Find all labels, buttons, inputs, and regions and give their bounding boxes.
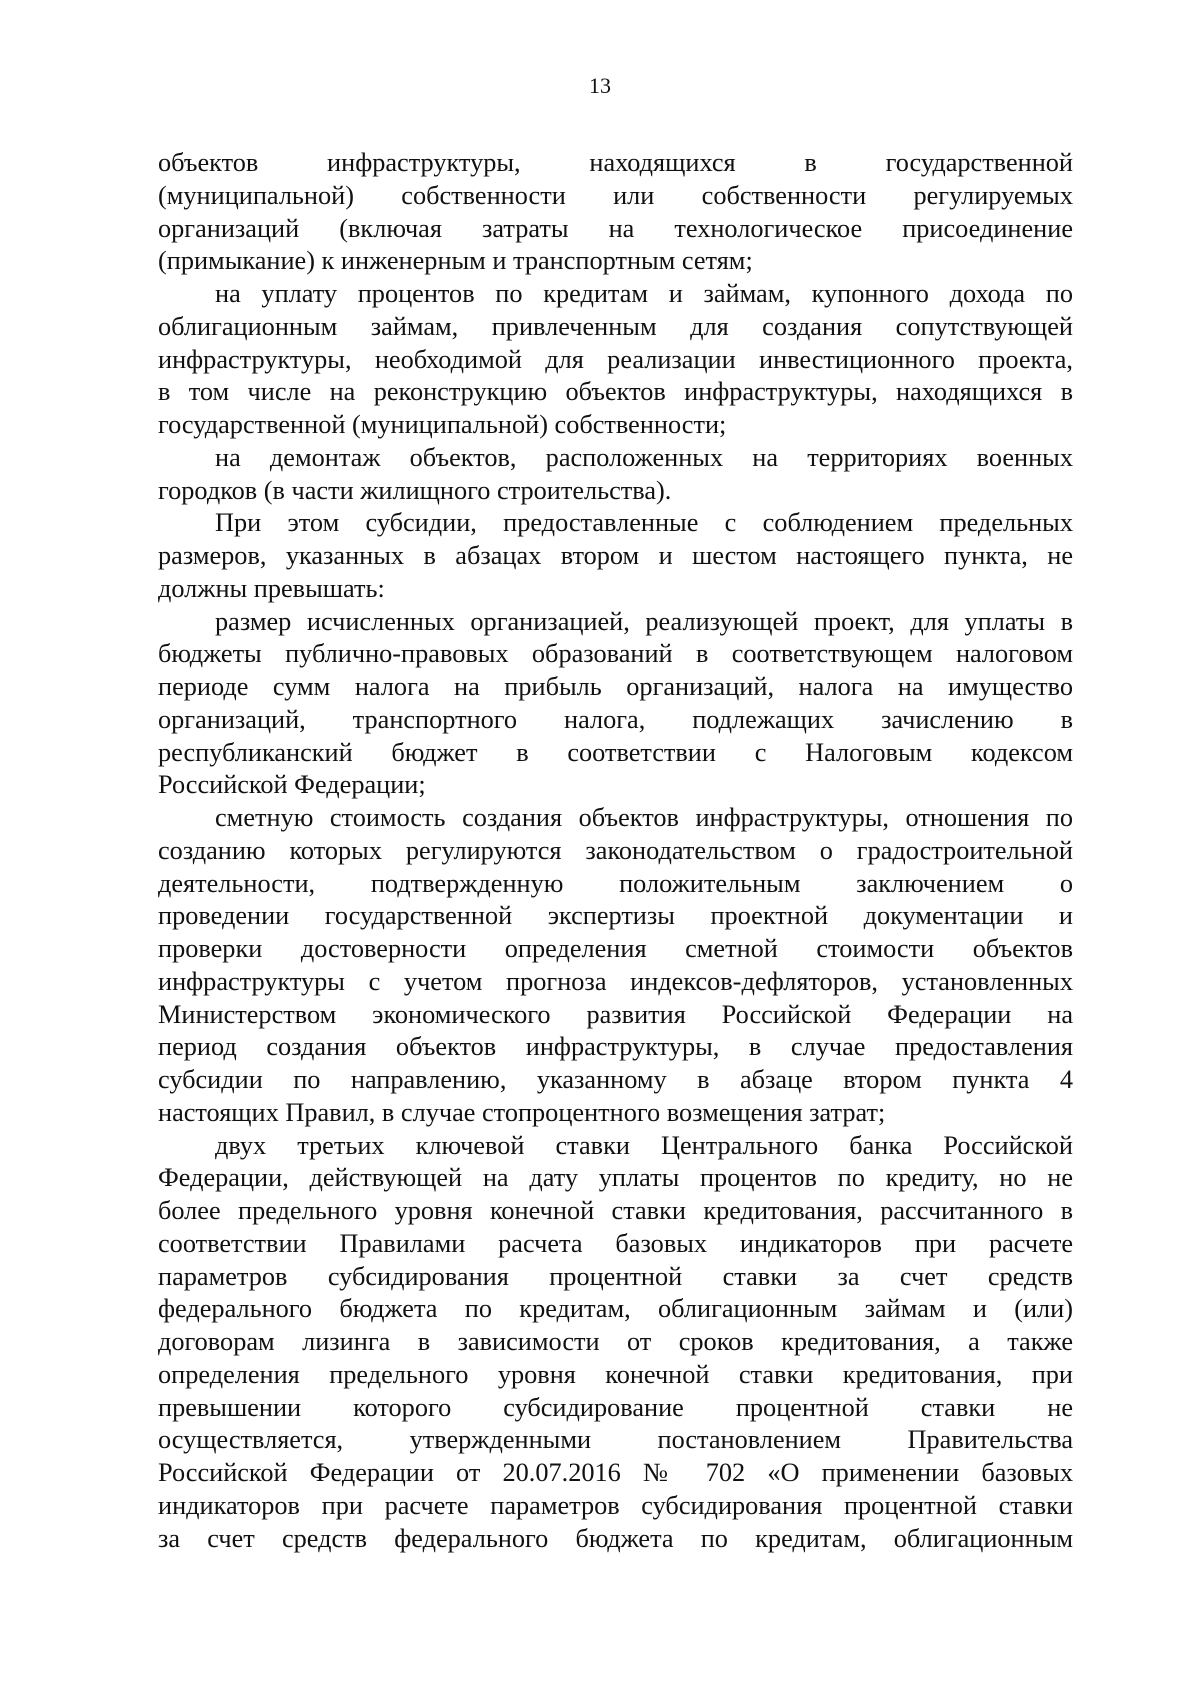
paragraph bbox=[158, 147, 1073, 278]
text-line: инфраструктуры с учетом прогноза индексов-дефляторов, установленных bbox=[158, 966, 1073, 996]
text-line: организаций, транспортного налога, подлежащих зачислению в bbox=[158, 704, 1073, 734]
paragraph bbox=[158, 1130, 1073, 1556]
text-line: проведении государственной экспертизы проектной документации и bbox=[158, 901, 1073, 931]
text-line: организаций (включая затраты на технологическое присоединение bbox=[158, 213, 1073, 243]
text-line: настоящих Правил, в случае стопроцентного возмещения затрат; bbox=[158, 1097, 886, 1127]
text-line: двух третьих ключевой ставки Центрального банка Российской bbox=[215, 1130, 1073, 1160]
text-line: субсидии по направлению, указанному в абзаце втором пункта 4 bbox=[158, 1065, 1073, 1094]
text-line: размер исчисленных организацией, реализующей проект, для уплаты в bbox=[215, 606, 1073, 636]
text-line: на демонтаж объектов, расположенных на территориях военных bbox=[215, 442, 1073, 472]
text-line: облигационным займам, привлеченным для создания сопутствующей bbox=[158, 311, 1073, 341]
text-line: параметров субсидирования процентной ставки за счет средств bbox=[158, 1261, 1073, 1291]
text-line: инфраструктуры, необходимой для реализации инвестиционного проекта, bbox=[158, 344, 1073, 374]
text-line: Федерации, действующей на дату уплаты процентов по кредиту, но не bbox=[158, 1163, 1073, 1193]
text-line: (примыкание) к инженерным и транспортным сетям; bbox=[158, 246, 753, 276]
text-line: государственной (муниципальной) собственности; bbox=[158, 410, 727, 439]
text-line: индикаторов при расчете параметров субсидирования процентной ставки bbox=[158, 1490, 1073, 1520]
text-line: превышении которого субсидирование процентной ставки не bbox=[158, 1392, 1073, 1422]
text-line: объектов инфраструктуры, находящихся в государственной bbox=[158, 148, 1073, 177]
text-line: республиканский бюджет в соответствии с Налоговым кодексом bbox=[158, 737, 1073, 767]
text-line: в том числе на реконструкцию объектов инфраструктуры, находящихся в bbox=[158, 377, 1073, 407]
paragraph bbox=[158, 802, 1073, 1130]
text-line: деятельности, подтвержденную положительным заключением о bbox=[158, 868, 1073, 898]
text-line: При этом субсидии, предоставленные с соблюдением предельных bbox=[215, 508, 1073, 538]
text-line: период создания объектов инфраструктуры, в случае предоставления bbox=[158, 1032, 1073, 1062]
text-line: размеров, указанных в абзацах втором и шестом настоящего пункта, не bbox=[158, 541, 1073, 570]
text-line: городков (в части жилищного строительства). bbox=[158, 475, 672, 505]
text-line: бюджеты публично-правовых образований в соответствующем налоговом bbox=[158, 639, 1073, 669]
text-line: Российской Федерации; bbox=[158, 770, 426, 800]
text-line: сметную стоимость создания объектов инфраструктуры, отношения по bbox=[215, 803, 1073, 832]
text-line: созданию которых регулируются законодательством о градостроительной bbox=[158, 835, 1073, 865]
paragraph bbox=[158, 606, 1073, 803]
text-line: за счет средств федерального бюджета по кредитам, облигационным bbox=[158, 1523, 1073, 1553]
text-line: должны превышать: bbox=[158, 573, 385, 603]
text-line: проверки достоверности определения сметной стоимости объектов bbox=[158, 934, 1073, 963]
text-line: определения предельного уровня конечной ставки кредитования, при bbox=[158, 1359, 1073, 1389]
text-line: соответствии Правилами расчета базовых индикаторов при расчете bbox=[158, 1228, 1073, 1258]
paragraph bbox=[158, 442, 1073, 508]
text-line: более предельного уровня конечной ставки кредитования, рассчитанного в bbox=[158, 1196, 1073, 1225]
document-body bbox=[158, 147, 1073, 1555]
text-line: (муниципальной) собственности или собственности регулируемых bbox=[158, 180, 1073, 210]
text-line: договорам лизинга в зависимости от сроков кредитования, а также bbox=[158, 1327, 1073, 1356]
paragraph bbox=[158, 278, 1073, 442]
text-line: осуществляется, утвержденными постановлением Правительства bbox=[158, 1425, 1073, 1455]
page-number: 13 bbox=[589, 73, 611, 98]
paragraph bbox=[158, 507, 1073, 605]
text-line: Российской Федерации от 20.07.2016 № 702 «О применении базовых bbox=[158, 1458, 1073, 1487]
text-line: Министерством экономического развития Российской Федерации на bbox=[158, 999, 1073, 1029]
text-line: периоде сумм налога на прибыль организаций, налога на имущество bbox=[158, 672, 1073, 701]
text-line: федерального бюджета по кредитам, облигационным займам и (или) bbox=[158, 1294, 1073, 1324]
text-line: на уплату процентов по кредитам и займам, купонного дохода по bbox=[215, 279, 1073, 308]
